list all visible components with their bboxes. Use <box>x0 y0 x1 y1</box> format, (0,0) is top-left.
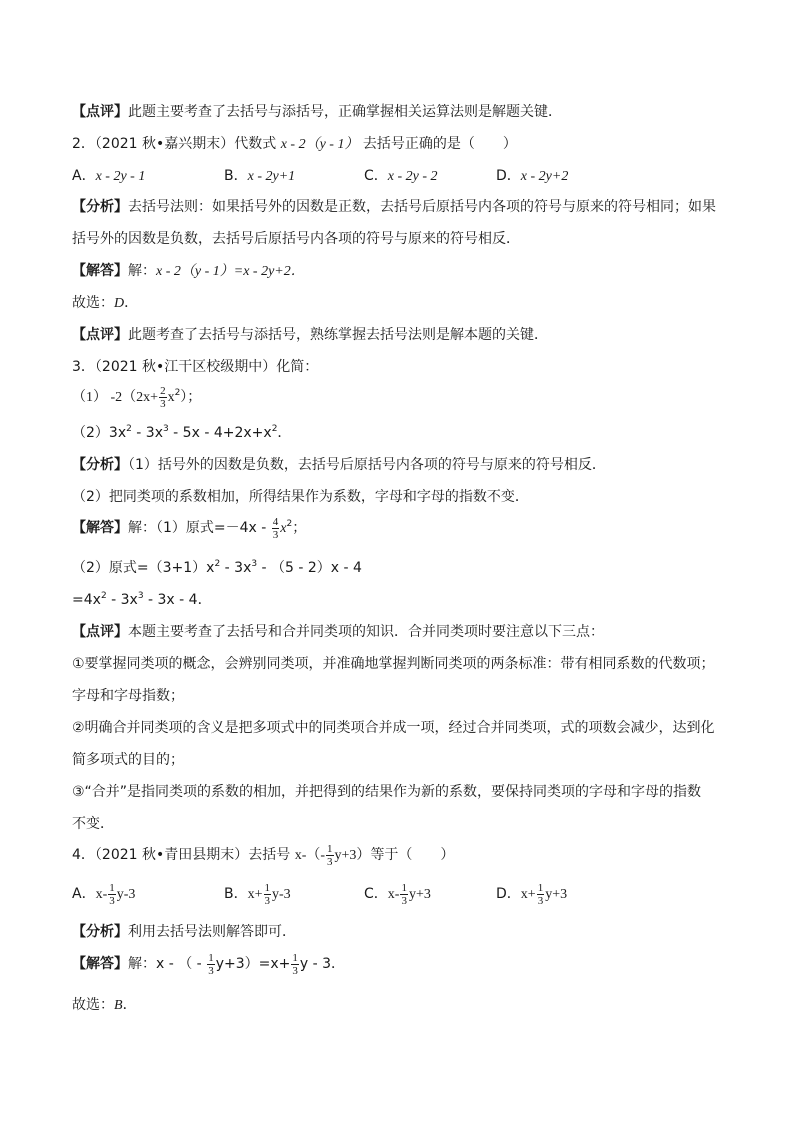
fraction <box>108 882 116 907</box>
option-expression: x - 2y+1 <box>247 169 296 184</box>
expr-part: x+ <box>520 887 536 902</box>
fraction <box>159 385 167 410</box>
fraction-numerator: 1 <box>537 881 544 894</box>
comment-tag: 【点评】 <box>72 624 128 640</box>
expr-part: x <box>280 521 287 536</box>
expr-part: - 3x <box>220 560 252 576</box>
q2-stem-suffix: 去括号正确的是（ ） <box>358 136 517 152</box>
q3-comment-point-2b <box>72 750 184 770</box>
fraction-denominator: 3 <box>208 964 214 977</box>
analysis-text: 利用去括号法则解答即可． <box>128 924 296 940</box>
comment-tag: 【点评】 <box>72 327 128 343</box>
expr-part: （2）3x <box>72 425 127 441</box>
answer-expression: x - 2（y - 1）=x - 2y+2． <box>156 264 305 279</box>
exponent: 2 <box>174 388 181 398</box>
q4-analysis <box>72 922 296 942</box>
exponent: 2 <box>100 591 107 601</box>
comment-point: 字母和字母指数； <box>72 688 184 704</box>
choice-letter: D <box>114 296 125 311</box>
expr-part: y - 3． <box>299 956 346 972</box>
question-2-options <box>72 166 568 187</box>
expr-part: - 3x <box>131 425 163 441</box>
fraction-denominator: 3 <box>160 397 166 410</box>
expr-part: x <box>167 390 175 405</box>
fraction-denominator: 3 <box>109 894 115 907</box>
expr-part: ）； <box>180 390 202 405</box>
q4-stem-suffix: 等于（ ） <box>370 847 455 863</box>
q4-option-a <box>72 880 224 909</box>
choice-suffix: ． <box>124 295 139 311</box>
comment-point: 简多项式的目的； <box>72 752 184 768</box>
q3-analysis-2 <box>72 487 529 507</box>
q3-comment-point-1a <box>72 654 715 674</box>
expr-part: x+ <box>247 887 263 902</box>
comment-text: 此题考查了去括号与添括号，熟练掌握去括号法则是解本题的关键． <box>128 327 548 343</box>
q4-answer <box>72 950 345 978</box>
q3-comment-point-1b <box>72 686 184 706</box>
fraction <box>537 882 545 907</box>
choice-suffix: ． <box>122 997 137 1013</box>
analysis-text: 去括号法则：如果括号外的因数是正数，去括号后原括号内各项的符号与原来的符号相同；如果 <box>128 199 716 215</box>
fraction-denominator: 3 <box>264 894 271 907</box>
option-expression: x - 2y - 1 <box>95 169 146 184</box>
expr-part: y-3 <box>272 887 291 902</box>
q4-option-b <box>224 880 364 909</box>
fraction <box>264 882 272 907</box>
fraction-numerator: 1 <box>401 881 407 894</box>
answer-prefix: 解： <box>128 263 156 279</box>
option-letter: D． <box>496 168 521 184</box>
fraction-numerator: 1 <box>327 842 333 855</box>
expr-part: y+3 <box>408 887 431 902</box>
fraction-denominator: 3 <box>292 964 298 977</box>
fraction <box>326 843 334 868</box>
option-letter: A． <box>72 168 96 184</box>
answer-tag: 【解答】 <box>72 956 128 972</box>
fraction-numerator: 1 <box>292 951 298 964</box>
q4-option-d <box>496 880 567 909</box>
fraction-numerator: 4 <box>272 515 279 528</box>
option-letter: D． <box>496 886 521 902</box>
question-4-stem <box>72 842 454 869</box>
choice-prefix: 故选： <box>72 997 114 1013</box>
q2-analysis-line-1 <box>72 197 716 217</box>
comment-point: 不变． <box>72 816 114 832</box>
expr-part: - （5 - 2）x - 4 <box>257 560 362 576</box>
fraction-numerator: 1 <box>109 881 115 894</box>
q4-option-c <box>364 880 496 909</box>
q2-comment <box>72 325 548 345</box>
question-3-stem <box>72 357 318 377</box>
answer-tag: 【解答】 <box>72 263 128 279</box>
fraction-denominator: 3 <box>537 894 544 907</box>
question-2-stem <box>72 134 517 155</box>
comment-point: ③“合并”是指同类项的系数的相加，并把得到的结果作为新的系数，要保持同类项的字母和字母的指数 <box>72 784 702 800</box>
q4-stem-prefix: 4．（2021 秋•青田县期末）去括号 <box>72 847 295 863</box>
option-letter: C． <box>364 168 388 184</box>
fraction <box>291 952 299 977</box>
comment-point: ①要掌握同类项的概念，会辨别同类项，并准确地掌握判断同类项的两条标准：带有相同系数的代数项； <box>72 656 715 672</box>
q2-option-a <box>72 166 224 187</box>
expr-part: 解：（1）原式=－4x - <box>128 520 271 536</box>
analysis-tag: 【分析】 <box>72 457 128 473</box>
q2-stem-expression: x - 2（y - 1） <box>280 137 359 152</box>
fraction <box>400 882 408 907</box>
fraction-denominator: 3 <box>272 528 279 541</box>
q3-comment-point-2a <box>72 718 715 738</box>
option-expression: x - 2y+2 <box>520 169 569 184</box>
q2-stem-prefix: 2．（2021 秋•嘉兴期末）代数式 <box>72 136 281 152</box>
q3-stem-text: 3．（2021 秋•江干区校级期中）化简： <box>72 359 319 375</box>
q3-answer-2 <box>72 558 362 578</box>
fraction <box>207 952 215 977</box>
fraction-denominator: 3 <box>327 855 333 868</box>
comment-text: 本题主要考查了去括号和合并同类项的知识．合并同类项时要注意以下三点： <box>128 624 604 640</box>
analysis-tag: 【分析】 <box>72 199 128 215</box>
analysis-text: （2）把同类项的系数相加，所得结果作为系数，字母和字母的指数不变． <box>72 489 529 505</box>
expr-part: y+3 <box>545 887 568 902</box>
q3-answer-1 <box>72 515 306 542</box>
exponent: 2 <box>271 424 278 434</box>
exponent: 2 <box>214 559 221 569</box>
question-4-options <box>72 880 567 909</box>
exponent: 3 <box>137 591 144 601</box>
option-letter: C． <box>364 886 388 902</box>
expr-part: y+3）=x+ <box>215 956 291 972</box>
q2-option-b <box>224 166 364 187</box>
fraction-numerator: 2 <box>160 384 166 397</box>
expr-part: - 5x - 4+2x+x <box>168 425 272 441</box>
expr-part: （1） -2（2x+ <box>72 390 159 405</box>
analysis-tag: 【分析】 <box>72 924 128 940</box>
expr-part: y+3） <box>334 848 371 863</box>
exponent: 3 <box>251 559 258 569</box>
exponent: 3 <box>163 424 169 434</box>
exponent: 2 <box>126 424 132 434</box>
q2-answer <box>72 261 305 282</box>
answer-tag: 【解答】 <box>72 520 128 536</box>
q3-comment-point-3b <box>72 814 114 834</box>
comment-text: 此题主要考查了去括号与添括号，正确掌握相关运算法则是解题关键． <box>128 104 562 120</box>
fraction-denominator: 3 <box>401 894 407 907</box>
choice-prefix: 故选： <box>72 295 114 311</box>
choice-letter: B <box>114 998 123 1013</box>
expr-part: x- <box>387 887 400 902</box>
q2-option-d <box>496 166 568 187</box>
comment-tag: 【点评】 <box>72 104 128 120</box>
q2-choice <box>72 293 138 314</box>
fraction <box>272 516 280 541</box>
comment-point: ②明确合并同类项的含义是把多项式中的同类项合并成一项，经过合并同类项，式的项数会减少，达到化 <box>72 720 715 736</box>
q3-comment <box>72 622 604 642</box>
q3-answer-3 <box>72 590 212 610</box>
exponent: 2 <box>286 519 293 529</box>
option-letter: B． <box>224 886 248 902</box>
expr-part: （2）原式=（3+1）x <box>72 560 215 576</box>
analysis-text: 括号外的因数是负数，去括号后原括号内各项的符号与原来的符号相反． <box>72 231 520 247</box>
fraction-numerator: 1 <box>208 951 214 964</box>
comment-line-q1 <box>72 102 562 122</box>
q3-comment-point-3a <box>72 782 701 802</box>
analysis-text: （1）括号外的因数是负数，去括号后原括号内各项的符号与原来的符号相反． <box>128 457 606 473</box>
expr-part: y-3 <box>116 887 136 902</box>
expr-part: ； <box>292 520 307 536</box>
expr-part: - 3x <box>106 592 138 608</box>
option-letter: B． <box>224 168 248 184</box>
q3-part-1 <box>72 384 201 411</box>
expr-part: - 3x - 4． <box>143 592 212 608</box>
expr-part: =4x <box>72 592 101 608</box>
expr-part: x- <box>95 887 108 902</box>
expr-part: 解：x - （ - <box>128 956 207 972</box>
q4-choice <box>72 995 137 1016</box>
q3-analysis-1 <box>72 455 606 475</box>
expr-part: ． <box>277 425 292 441</box>
q2-analysis-line-2 <box>72 229 520 249</box>
fraction-numerator: 1 <box>264 881 271 894</box>
q3-part-2 <box>72 423 291 443</box>
q2-option-c <box>364 166 496 187</box>
option-expression: x - 2y - 2 <box>387 169 438 184</box>
option-letter: A． <box>72 886 96 902</box>
expr-part: x-（- <box>294 848 326 863</box>
